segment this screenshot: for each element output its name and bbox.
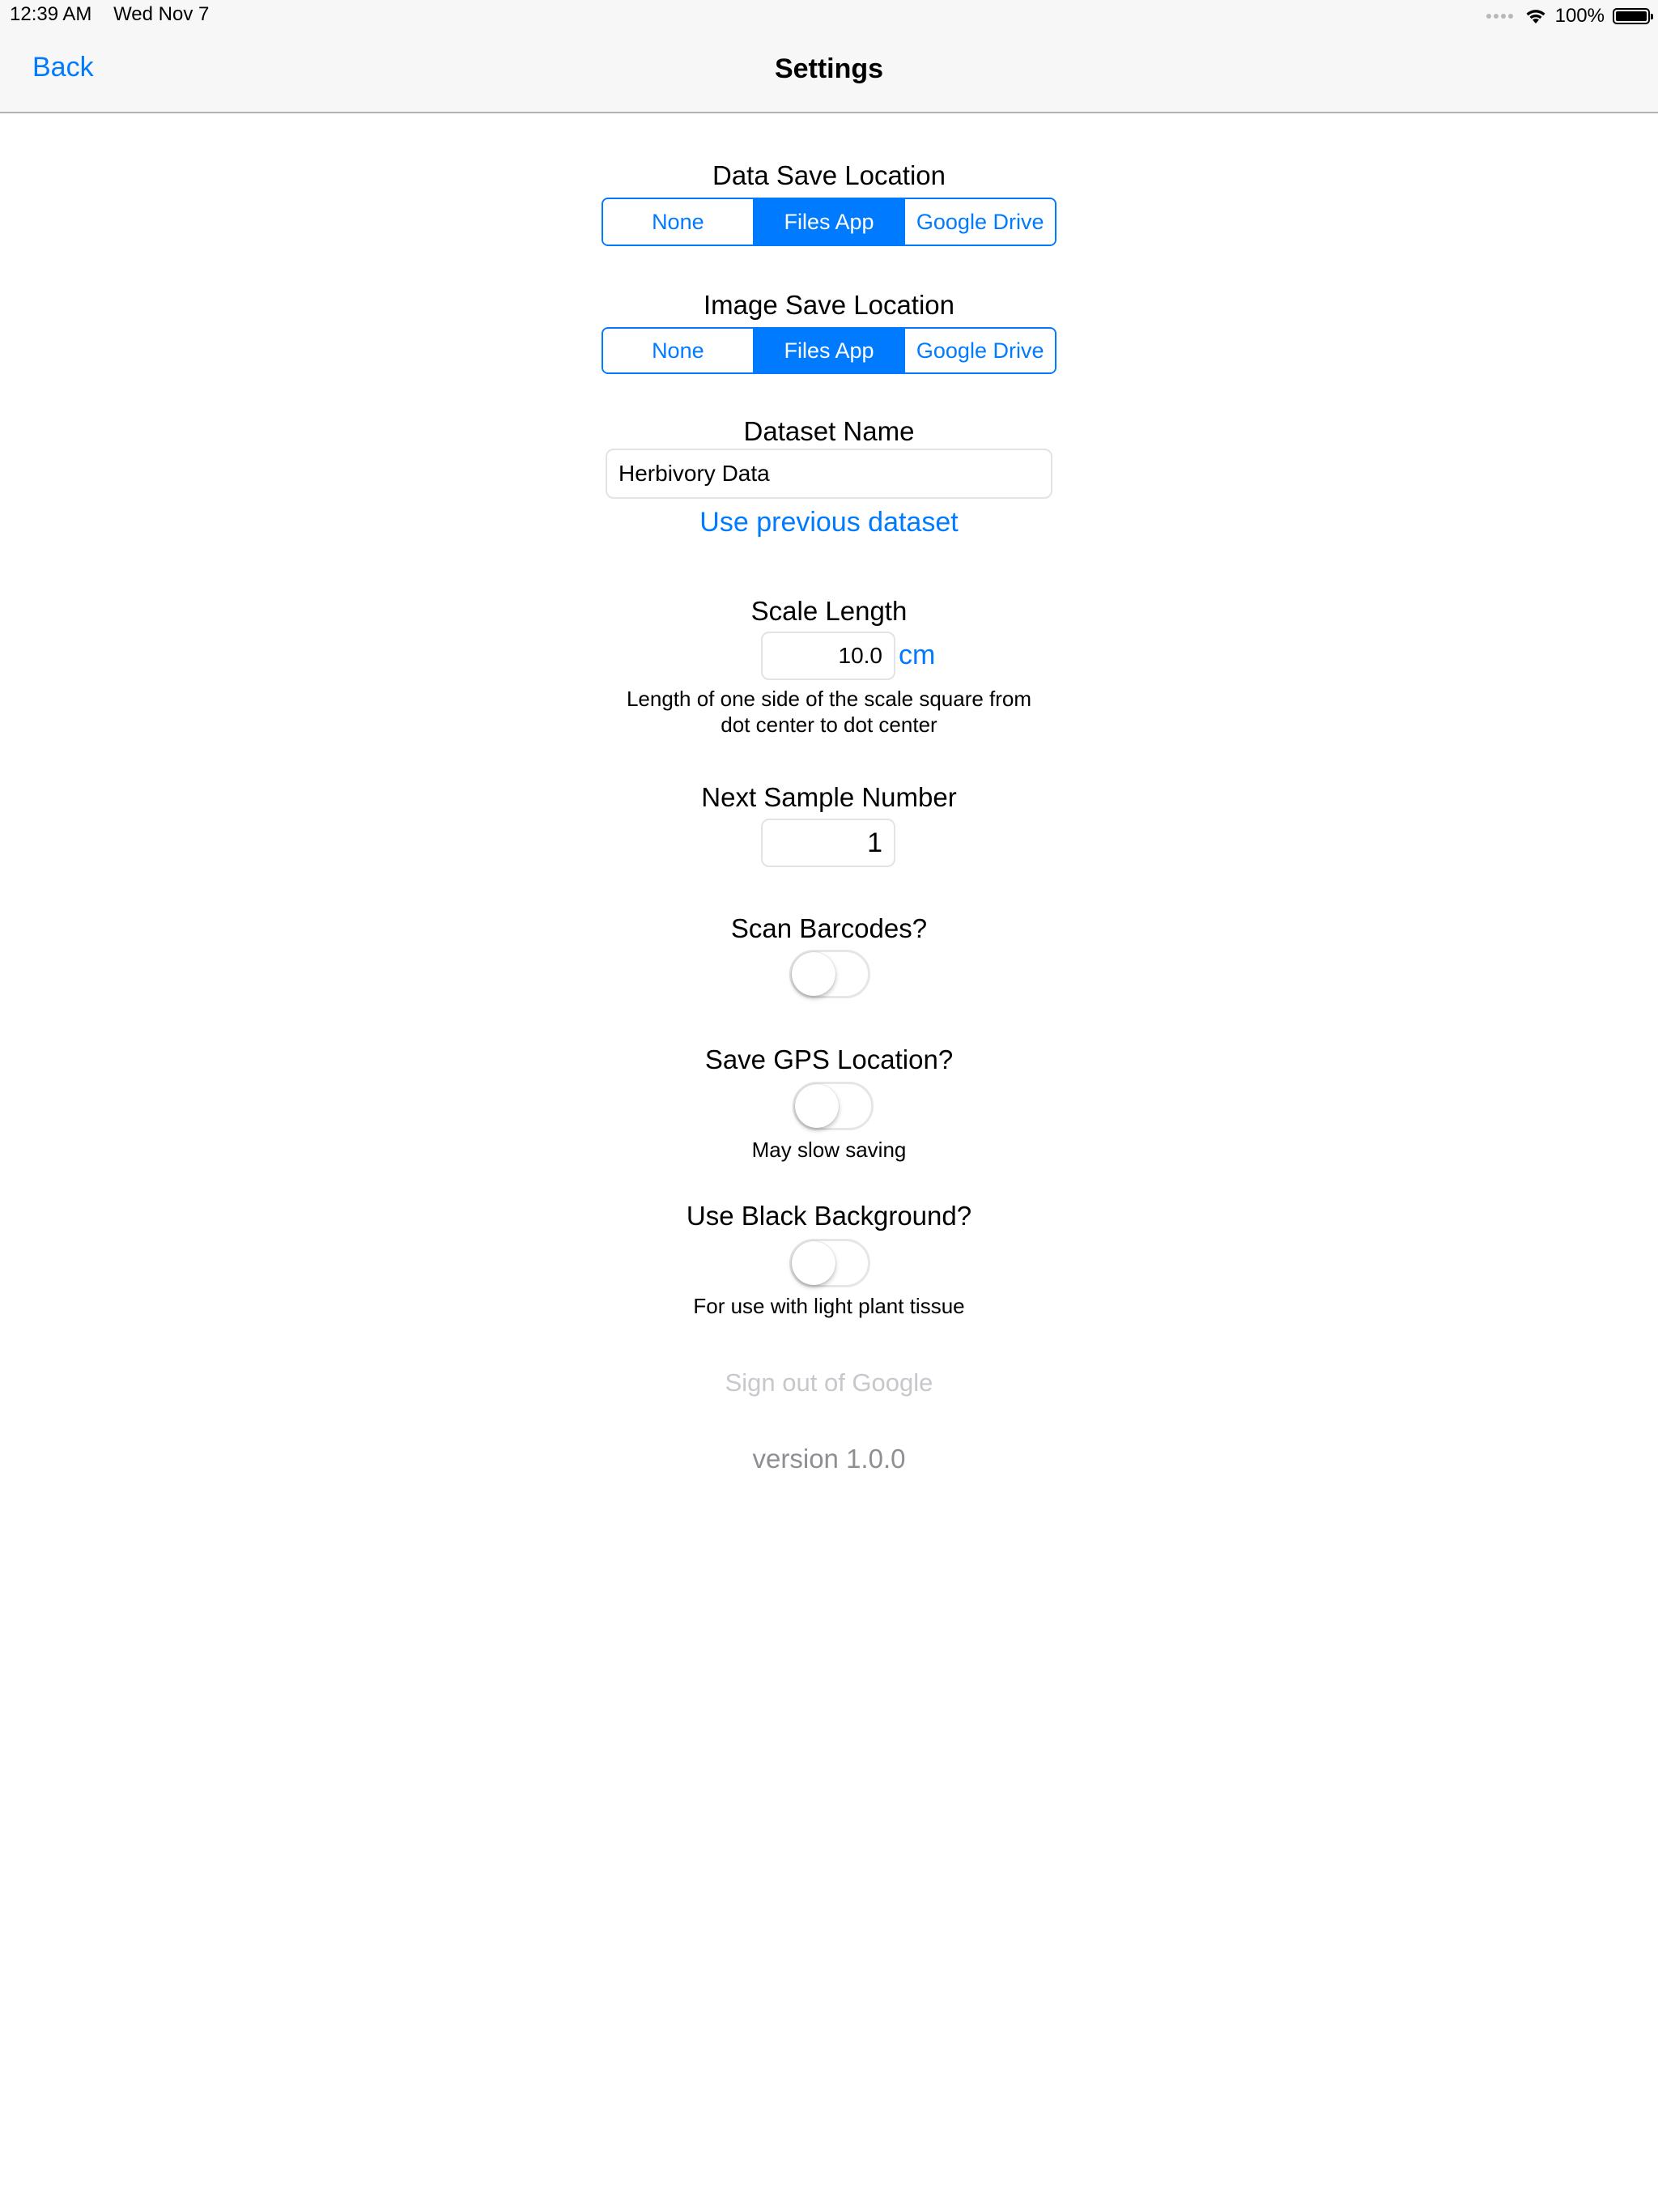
data-save-location-label: Data Save Location: [712, 160, 946, 190]
scale-length-hint: [0, 686, 1658, 738]
data-save-option-none[interactable]: None: [603, 199, 755, 245]
scale-length-hint-line-2: dot center to dot center: [721, 713, 937, 737]
data-save-option-files-app[interactable]: Files App: [755, 199, 906, 245]
data-save-option-google-drive[interactable]: Google Drive: [905, 199, 1055, 245]
next-sample-number-label: Next Sample Number: [701, 782, 957, 812]
status-time: 12:39 AM: [10, 3, 92, 25]
image-save-location-control: [602, 327, 1056, 374]
status-right: [1486, 3, 1650, 29]
image-save-option-none[interactable]: None: [603, 329, 755, 372]
scale-length-input[interactable]: [761, 632, 895, 680]
toggle-knob: [792, 1241, 835, 1285]
image-save-option-google-drive[interactable]: Google Drive: [905, 329, 1055, 372]
toggle-knob: [795, 1084, 839, 1128]
data-save-location-control: [602, 198, 1056, 246]
back-button[interactable]: Back: [32, 52, 94, 83]
save-gps-location-label: Save GPS Location?: [704, 1044, 954, 1074]
use-black-background-label: Use Black Background?: [686, 1201, 972, 1231]
image-save-option-files-app[interactable]: Files App: [755, 329, 906, 372]
scan-barcodes-toggle[interactable]: [789, 950, 870, 998]
battery-icon: [1613, 8, 1650, 24]
next-sample-number-input[interactable]: [761, 819, 895, 867]
page-title: Settings: [774, 53, 884, 84]
save-gps-location-hint: May slow saving: [751, 1138, 907, 1162]
scale-length-hint-line-1: Length of one side of the scale square from: [626, 687, 1032, 711]
battery-percent: 100%: [1554, 5, 1605, 27]
status-left: [10, 3, 225, 26]
toggle-knob: [792, 952, 835, 996]
battery-fill: [1616, 11, 1647, 21]
dataset-name-label: Dataset Name: [743, 416, 915, 446]
scale-unit-label: cm: [899, 640, 936, 670]
version-label: version 1.0.0: [752, 1444, 906, 1474]
use-black-background-hint: For use with light plant tissue: [693, 1294, 965, 1318]
use-black-background-toggle[interactable]: [789, 1239, 870, 1287]
image-save-location-label: Image Save Location: [703, 290, 955, 320]
status-bar: [0, 0, 1658, 32]
scan-barcodes-label: Scan Barcodes?: [730, 913, 928, 943]
navigation-bar: [0, 32, 1658, 113]
wifi-icon: [1524, 7, 1547, 25]
dataset-name-input[interactable]: [606, 449, 1052, 499]
signal-dots-icon: [1486, 14, 1513, 19]
scale-length-label: Scale Length: [750, 596, 908, 626]
save-gps-location-toggle[interactable]: [793, 1082, 874, 1130]
status-date: Wed Nov 7: [113, 3, 210, 25]
sign-out-google-button[interactable]: Sign out of Google: [725, 1368, 933, 1397]
use-previous-dataset-link[interactable]: Use previous dataset: [699, 507, 959, 538]
